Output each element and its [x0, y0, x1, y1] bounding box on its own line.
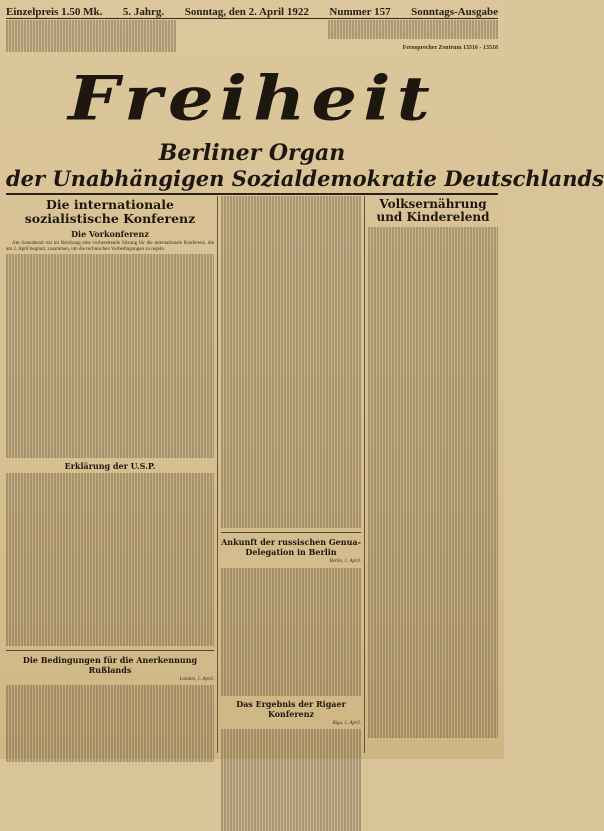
issue-number: Nummer 157	[329, 6, 391, 18]
section-heading: Die Bedingungen für die Anerkennung Rußlands	[22, 654, 198, 675]
section-heading: Ankunft der russischen Genua-Delegation in Berlin	[221, 537, 361, 558]
header-bar	[6, 4, 498, 19]
section-headline: Volksernährung und Kinderelend	[376, 197, 490, 224]
section-heading: Das Ergebnis der Rigaer Konferenz	[236, 698, 346, 719]
dateline: Riga, 1. April.	[332, 720, 361, 726]
masthead-rule	[6, 193, 498, 195]
article-columns	[6, 196, 498, 755]
main-headline: Die internationale sozialistische Konferenz	[24, 197, 196, 226]
article-paragraph: Am Sonnabend trat im Reichstag eine vorbereitende Sitzung für die internationale Konferenz, die am 2. April beginnt, zusammen, um die technischen Vorbedingungen zu regeln.	[6, 241, 214, 253]
section-heading: Erklärung der U.S.P.	[64, 461, 156, 472]
masthead	[0, 62, 504, 142]
publisher-notice-left	[6, 20, 176, 52]
dateline: Berlin, 1. April.	[329, 559, 361, 565]
dateline: London, 1. April.	[179, 676, 214, 682]
phone-number: Fernsprecher Zentrum 13516 - 13518	[402, 45, 498, 52]
masthead-tagline: der Unabhängigen Sozialdemokratie Deutschlands	[6, 166, 604, 191]
masthead-title: Freiheit	[68, 61, 436, 134]
date-label: Sonntag, den 2. April 1922	[184, 6, 309, 18]
column-3	[368, 196, 498, 755]
column-1	[6, 196, 214, 755]
column-2	[221, 196, 361, 755]
section-heading: Die Vorkonferenz	[71, 229, 149, 239]
masthead-subtitle: Berliner Organ	[158, 140, 346, 166]
edition-label: Sonntags-Ausgabe	[411, 6, 498, 18]
publisher-notice-right	[328, 20, 498, 51]
price-label: Einzelpreis 1.50 Mk.	[6, 6, 103, 18]
volume-label: 5. Jahrg.	[122, 6, 165, 18]
